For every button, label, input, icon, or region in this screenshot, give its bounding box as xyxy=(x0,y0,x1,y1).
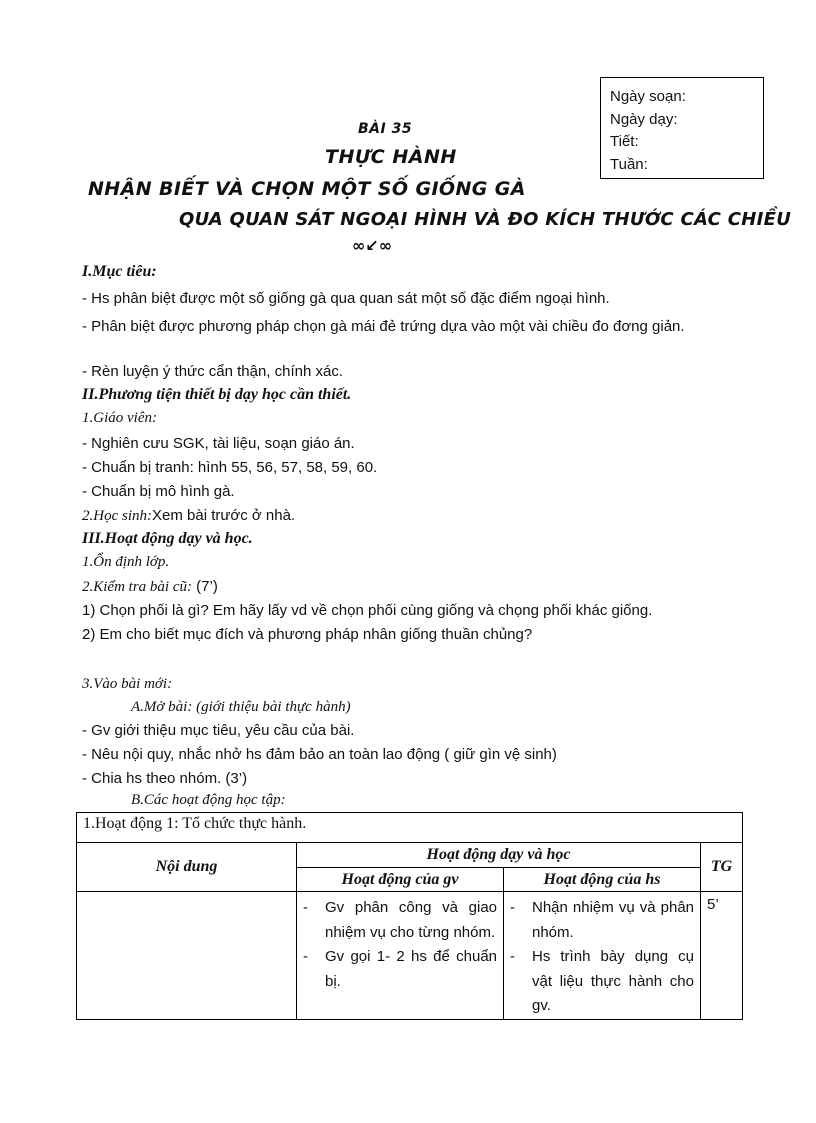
col-header-content: Nội dung xyxy=(77,843,297,892)
student-activity: - Hs trình bày dụng cụ vật liệu thực hành cho gv. xyxy=(510,945,694,1019)
teacher-label: 1.Giáo viên: xyxy=(82,410,157,426)
objective-item: - Rèn luyện ý thức cẩn thận, chính xác. xyxy=(82,363,344,380)
teacher-activity: - Gv phân công và giao nhiệm vụ cho từng nhóm. xyxy=(303,896,497,945)
intro-item: - Gv giới thiệu mục tiêu, yêu cầu của bài. xyxy=(82,722,355,739)
section-activities-heading: III.Hoạt động dạy và học. xyxy=(82,530,253,547)
row-teacher-cell xyxy=(297,892,504,1020)
ornament-divider: ∞↙∞ xyxy=(352,236,393,255)
objective-item: - Hs phân biệt được một số giống gà qua quan sát một số đặc điểm ngoại hình. xyxy=(82,290,610,307)
row-time-cell: 5’ xyxy=(701,892,743,1020)
col-header-teacher: Hoạt động của gv xyxy=(297,867,504,892)
info-teaching-date: Ngày dạy: xyxy=(610,110,678,128)
lesson-type: THỰC HÀNH xyxy=(325,146,457,168)
step-class-setup: 1.Ổn định lớp. xyxy=(82,554,170,570)
lesson-intro xyxy=(131,698,351,716)
step-review-time: (7’) xyxy=(192,578,218,595)
intro-label: A.Mở bài: xyxy=(131,699,193,715)
student-activity: - Nhận nhiệm vụ và phân nhóm. xyxy=(510,896,694,945)
student-text: Xem bài trước ở nhà. xyxy=(152,507,296,524)
info-week: Tuần: xyxy=(610,155,648,173)
section-objectives-heading: I.Mục tiêu: xyxy=(82,263,157,280)
lesson-title-line1: NHẬN BIẾT VÀ CHỌN MỘT SỐ GIỐNG GÀ xyxy=(88,178,526,200)
objective-item: - Phân biệt được phương pháp chọn gà mái đẻ trứng dựa vào một vài chiều đo đơng giản. xyxy=(82,318,685,335)
row-content-cell xyxy=(77,892,297,1020)
info-prepared-date: Ngày soạn: xyxy=(610,88,686,105)
intro-item: - Chia hs theo nhóm. (3’) xyxy=(82,770,248,787)
student-label: 2.Học sinh: xyxy=(82,508,152,524)
row-student-cell xyxy=(504,892,701,1020)
review-question: 2) Em cho biết mục đích và phương pháp nhân giống thuần chủng? xyxy=(82,626,533,643)
teacher-item: - Chuẩn bị tranh: hình 55, 56, 57, 58, 59, 60. xyxy=(82,459,378,476)
teacher-item: - Nghiên cưu SGK, tài liệu, soạn giáo án. xyxy=(82,435,355,452)
step-review xyxy=(82,578,218,596)
learning-activities-label: B.Các hoạt động học tập: xyxy=(131,792,286,808)
student-preparation xyxy=(82,507,295,525)
section-materials-heading: II.Phương tiện thiết bị dạy học cần thiết. xyxy=(82,386,352,403)
col-header-time: TG xyxy=(701,843,743,892)
col-header-group: Hoạt động dạy và học xyxy=(297,843,701,868)
step-review-label: 2.Kiểm tra bài cũ: xyxy=(82,579,192,595)
lesson-title-line2: QUA QUAN SÁT NGOẠI HÌNH VÀ ĐO KÍCH THƯỚC CÁC CHIỀU xyxy=(179,209,792,230)
intro-note: (giới thiệu bài thực hành) xyxy=(192,699,351,715)
lesson-info-box xyxy=(600,77,764,179)
lesson-number: BÀI 35 xyxy=(358,121,413,137)
teacher-activity: - Gv gọi 1- 2 hs để chuẩn bị. xyxy=(303,945,497,994)
intro-item: - Nêu nội quy, nhắc nhở hs đảm bảo an toàn lao động ( giữ gìn vệ sinh) xyxy=(82,746,557,763)
col-header-student: Hoạt động của hs xyxy=(504,867,701,892)
info-period: Tiết: xyxy=(610,133,639,150)
table-title: 1.Hoạt động 1: Tổ chức thực hành. xyxy=(77,813,743,843)
teacher-item: - Chuẩn bị mô hình gà. xyxy=(82,483,235,500)
review-question: 1) Chọn phối là gì? Em hãy lấy vd về chọn phối cùng giống và chọng phối khác giống. xyxy=(82,602,653,619)
activity-table xyxy=(76,812,743,1020)
step-new-lesson: 3.Vào bài mới: xyxy=(82,676,173,692)
